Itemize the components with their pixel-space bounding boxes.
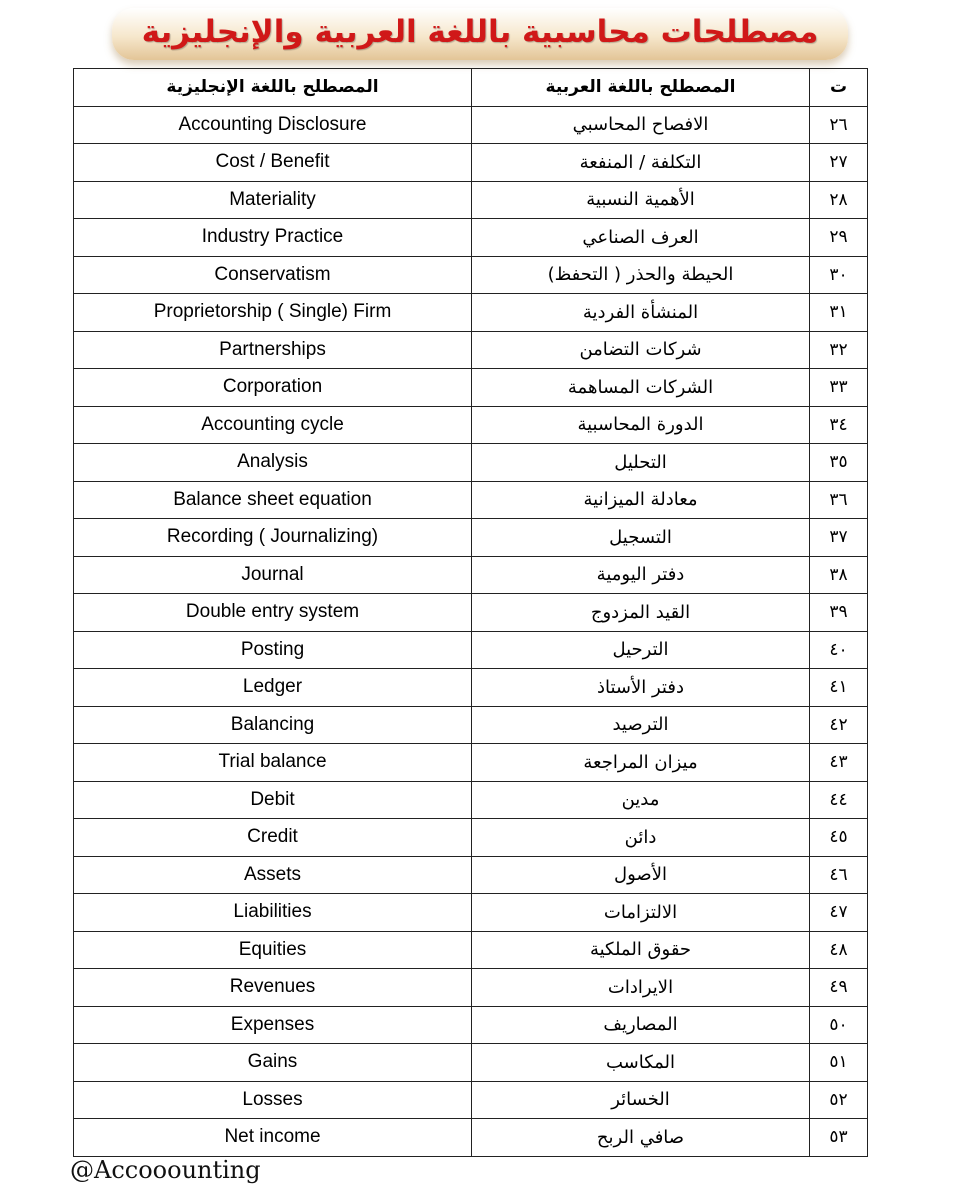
english-term: Revenues [74,969,472,1007]
english-term: Trial balance [74,744,472,782]
english-term: Net income [74,1119,472,1157]
table-row [74,819,868,857]
arabic-term: مدين [472,781,810,819]
row-number: ٢٩ [810,219,868,257]
arabic-term: العرف الصناعي [472,219,810,257]
row-number: ٢٦ [810,106,868,144]
arabic-term: القيد المزدوج [472,594,810,632]
row-number: ٣٣ [810,369,868,407]
table-row [74,631,868,669]
english-term: Expenses [74,1006,472,1044]
row-number: ٤٨ [810,931,868,969]
table-row [74,481,868,519]
arabic-term: الالتزامات [472,894,810,932]
table-row [74,256,868,294]
table-row [74,219,868,257]
english-term: Recording ( Journalizing) [74,519,472,557]
table-row [74,444,868,482]
arabic-term: الخسائر [472,1081,810,1119]
row-number: ٤٦ [810,856,868,894]
table-row [74,781,868,819]
row-number: ٣٩ [810,594,868,632]
row-number: ٥٠ [810,1006,868,1044]
table-row [74,556,868,594]
english-term: Ledger [74,669,472,707]
row-number: ٣٢ [810,331,868,369]
arabic-term: الترحيل [472,631,810,669]
arabic-term: معادلة الميزانية [472,481,810,519]
row-number: ٤٠ [810,631,868,669]
arabic-term: التحليل [472,444,810,482]
english-term: Liabilities [74,894,472,932]
arabic-term: الايرادات [472,969,810,1007]
table-row [74,706,868,744]
table-row [74,369,868,407]
english-term: Conservatism [74,256,472,294]
row-number: ٤٢ [810,706,868,744]
row-number: ٥٢ [810,1081,868,1119]
english-term: Assets [74,856,472,894]
row-number: ٤٧ [810,894,868,932]
arabic-term: صافي الربح [472,1119,810,1157]
table-body [74,106,868,1156]
row-number: ٢٧ [810,144,868,182]
row-number: ٣٠ [810,256,868,294]
arabic-term: المنشأة الفردية [472,294,810,332]
english-term: Materiality [74,181,472,219]
table-row [74,894,868,932]
terms-table [73,68,868,1157]
table-row [74,931,868,969]
arabic-term: التكلفة / المنفعة [472,144,810,182]
arabic-term: الأصول [472,856,810,894]
english-term: Debit [74,781,472,819]
row-number: ٤٣ [810,744,868,782]
arabic-term: دفتر الأستاذ [472,669,810,707]
title-banner [112,8,849,60]
english-term: Posting [74,631,472,669]
row-number: ٤٥ [810,819,868,857]
english-term: Double entry system [74,594,472,632]
table-row [74,1044,868,1082]
table-row [74,331,868,369]
arabic-term: الترصيد [472,706,810,744]
arabic-term: المكاسب [472,1044,810,1082]
row-number: ٣٨ [810,556,868,594]
arabic-term: ميزان المراجعة [472,744,810,782]
english-term: Losses [74,1081,472,1119]
watermark-handle: @Accooounting [70,1156,261,1184]
table-row [74,106,868,144]
arabic-term: الحيطة والحذر ( التحفظ) [472,256,810,294]
arabic-term: الأهمية النسبية [472,181,810,219]
arabic-term: التسجيل [472,519,810,557]
header-english-term: المصطلح باللغة الإنجليزية [74,69,472,107]
table-row [74,294,868,332]
arabic-term: حقوق الملكية [472,931,810,969]
row-number: ٣٥ [810,444,868,482]
arabic-term: شركات التضامن [472,331,810,369]
row-number: ٣٤ [810,406,868,444]
english-term: Gains [74,1044,472,1082]
table-row [74,594,868,632]
row-number: ٣٧ [810,519,868,557]
english-term: Cost / Benefit [74,144,472,182]
english-term: Journal [74,556,472,594]
row-number: ٤٩ [810,969,868,1007]
english-term: Corporation [74,369,472,407]
arabic-term: الافصاح المحاسبي [472,106,810,144]
table-row [74,969,868,1007]
header-arabic-term: المصطلح باللغة العربية [472,69,810,107]
table-row [74,744,868,782]
row-number: ٥٣ [810,1119,868,1157]
table-row [74,1081,868,1119]
arabic-term: الشركات المساهمة [472,369,810,407]
english-term: Analysis [74,444,472,482]
arabic-term: دائن [472,819,810,857]
table-row [74,519,868,557]
english-term: Credit [74,819,472,857]
table-row [74,1119,868,1157]
row-number: ٥١ [810,1044,868,1082]
arabic-term: دفتر اليومية [472,556,810,594]
table-row [74,856,868,894]
table-row [74,669,868,707]
english-term: Accounting Disclosure [74,106,472,144]
row-number: ٤١ [810,669,868,707]
arabic-term: الدورة المحاسبية [472,406,810,444]
english-term: Balancing [74,706,472,744]
english-term: Partnerships [74,331,472,369]
table-row [74,144,868,182]
english-term: Industry Practice [74,219,472,257]
english-term: Equities [74,931,472,969]
table-row [74,406,868,444]
english-term: Proprietorship ( Single) Firm [74,294,472,332]
row-number: ٢٨ [810,181,868,219]
row-number: ٣١ [810,294,868,332]
english-term: Balance sheet equation [74,481,472,519]
table-row [74,181,868,219]
table-header-row [74,69,868,107]
header-number: ت [810,69,868,107]
row-number: ٣٦ [810,481,868,519]
page-title: مصطلحات محاسبية باللغة العربية والإنجليزية [141,14,819,50]
title-area [0,0,960,64]
table-row [74,1006,868,1044]
english-term: Accounting cycle [74,406,472,444]
row-number: ٤٤ [810,781,868,819]
arabic-term: المصاريف [472,1006,810,1044]
